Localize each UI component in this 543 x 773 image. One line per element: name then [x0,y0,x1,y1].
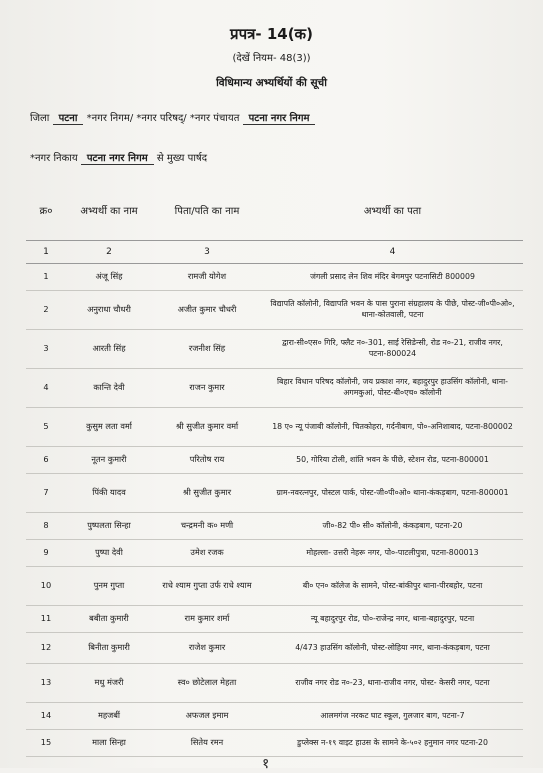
candidate-name-cell: माला सिन्हा [66,730,152,757]
address-cell: बी० एन० कॉलेज के सामने, पोस्ट-बांकीपुर थाना-पीरबहोर, पटना [262,567,523,606]
table-row [26,567,523,606]
address-cell: मोहल्ला- उत्तरी नेहरू नगर, पो०-पाटलीपुत्रा, पटना-800013 [262,540,523,567]
table-row [26,730,523,757]
district-value: पटना [53,113,84,125]
relation-name-cell: परितोष राय [152,447,262,474]
col-number: 2 [66,241,152,264]
serial-cell: 14 [26,703,66,730]
relation-name-cell: अफजल इमाम [152,703,262,730]
address-cell: बिहार विधान परिषद कॉलोनी, जय प्रकाश नगर, बहादुरपुर हाउसिंग कॉलोनी, थाना-अगमकुआं, पोस्ट-बी०एच० कॉलोनी [262,369,523,408]
table-row [26,540,523,567]
candidate-name-cell: आरती सिंह [66,330,152,369]
col-number: 4 [262,241,523,264]
serial-cell: 2 [26,291,66,330]
serial-cell: 4 [26,369,66,408]
candidate-name-cell: मधु मंजरी [66,664,152,703]
serial-cell: 7 [26,474,66,513]
table-row [26,291,523,330]
candidate-name-cell: अनुराधा चौधरी [66,291,152,330]
table-row [26,664,523,703]
serial-cell: 13 [26,664,66,703]
serial-cell: 12 [26,633,66,664]
municipal-value: पटना नगर निगम [81,153,154,165]
list-heading: विधिमान्य अभ्यर्थियों की सूची [216,77,327,89]
candidate-name-cell: बिनीता कुमारी [66,633,152,664]
col-number: 3 [152,241,262,264]
serial-cell: 3 [26,330,66,369]
relation-name-cell: अजीत कुमार चौधरी [152,291,262,330]
serial-cell: 6 [26,447,66,474]
candidate-name-cell: पुष्पा देवी [66,540,152,567]
body-type-value: पटना नगर निगम [243,113,316,125]
address-cell: विद्यापति कॉलोनी, विद्यापति भवन के पास पुराना संग्रहालय के पीछे, पोस्ट-जी०पी०ओ०, थाना-कोतवाली, पटना [262,291,523,330]
serial-cell: 11 [26,606,66,633]
table-row [26,264,523,291]
relation-name-cell: श्री सुजीत कुमार [152,474,262,513]
candidate-name-cell: नूतन कुमारी [66,447,152,474]
header-address: अभ्यर्थी का पता [262,184,523,241]
address-cell: ग्राम-नवरत्नपुर, पोस्टल पार्क, पोस्ट-जी०पी०ओ० थाना-कंकड़बाग, पटना-800001 [262,474,523,513]
table-row [26,447,523,474]
candidates-table [26,184,523,757]
serial-cell: 8 [26,513,66,540]
candidate-name-cell: अंजू सिंह [66,264,152,291]
serial-cell: 1 [26,264,66,291]
relation-name-cell: राधे श्याम गुप्ता उर्फ राधे श्याम [152,567,262,606]
table-row [26,606,523,633]
municipal-label: *नगर निकाय [30,153,78,164]
address-cell: न्यू बहादुरपुर रोड, पो०-राजेन्द्र नगर, थाना-बहादुरपुर, पटना [262,606,523,633]
relation-name-cell: स्व० छोटेलाल मेहता [152,664,262,703]
relation-name-cell: सितेय रमन [152,730,262,757]
address-cell: द्वारा-सी०एस० गिरि, फ्लैट न०-301, साई रेसिडेन्सी, रोड न०-21, राजीव नगर, पटना-800024 [262,330,523,369]
address-cell: 18 ए० न्यू पंजाबी कॉलोनी, चितकोहरा, गर्दनीबाग, पो०-अनिशाबाद, पटना-800002 [262,408,523,447]
table-header-row [26,184,523,241]
candidate-name-cell: महजबीं [66,703,152,730]
district-label: जिला [30,113,50,124]
relation-name-cell: राजेश कुमार [152,633,262,664]
candidate-name-cell: पुनम गुप्ता [66,567,152,606]
candidate-name-cell: कान्ति देवी [66,369,152,408]
table-row [26,408,523,447]
page-mark: १ [262,756,270,772]
address-cell: जंगली प्रसाद लेन शिव मंदिर बेगमपुर पटनासिटी 800009 [262,264,523,291]
rule-reference: (देखें नियम- 48(3)) [232,53,311,64]
address-cell: डुप्लेक्स न-१९ वाइट हाउस के सामने के-५०२ हनुमान नगर पटना-20 [262,730,523,757]
table-row [26,330,523,369]
candidate-name-cell: पुष्पलता सिन्हा [66,513,152,540]
candidate-name-cell: पिंकी यादव [66,474,152,513]
relation-name-cell: राम कुमार शर्मा [152,606,262,633]
relation-name-cell: रामजी योगेश [152,264,262,291]
relation-name-cell: राजन कुमार [152,369,262,408]
candidate-name-cell: बबीता कुमारी [66,606,152,633]
header-sn: क्र० [26,184,66,241]
header-name: अभ्यर्थी का नाम [66,184,152,241]
table-row [26,474,523,513]
table-row [26,513,523,540]
candidate-name-cell: कुसुम लता वर्मा [66,408,152,447]
column-number-row [26,241,523,264]
col-number: 1 [26,241,66,264]
district-line [30,110,315,124]
table-row [26,369,523,408]
table-row [26,703,523,730]
relation-name-cell: उमेश रजक [152,540,262,567]
serial-cell: 15 [26,730,66,757]
post-label: से मुख्य पार्षद [156,153,207,164]
table-row [26,633,523,664]
relation-name-cell: रजनीश सिंह [152,330,262,369]
header-relation: पिता/पति का नाम [152,184,262,241]
serial-cell: 9 [26,540,66,567]
form-title: प्रपत्र- 14(क) [230,25,313,43]
address-cell: आलमगंज नरकट घाट स्कूल, गुलजार बाग, पटना-7 [262,703,523,730]
serial-cell: 10 [26,567,66,606]
address-cell: राजीव नगर रोड न०-23, थाना-राजीव नगर, पोस्ट- केसरी नगर, पटना [262,664,523,703]
address-cell: 50, गोरिया टोली, शांति भवन के पीछे, स्टेशन रोड, पटना-800001 [262,447,523,474]
municipal-line [30,150,207,164]
serial-cell: 5 [26,408,66,447]
relation-name-cell: चन्द्रमनी क० मणी [152,513,262,540]
relation-name-cell: श्री सुजीत कुमार वर्मा [152,408,262,447]
address-cell: 4/473 हाउसिंग कॉलोनी, पोस्ट-लोहिया नगर, थाना-कंकड़बाग, पटना [262,633,523,664]
body-type-label: *नगर निगम/ *नगर परिषद्/ *नगर पंचायत [86,113,240,124]
address-cell: जी०-82 पी० सी० कॉलोनी, कंकड़बाग, पटना-20 [262,513,523,540]
